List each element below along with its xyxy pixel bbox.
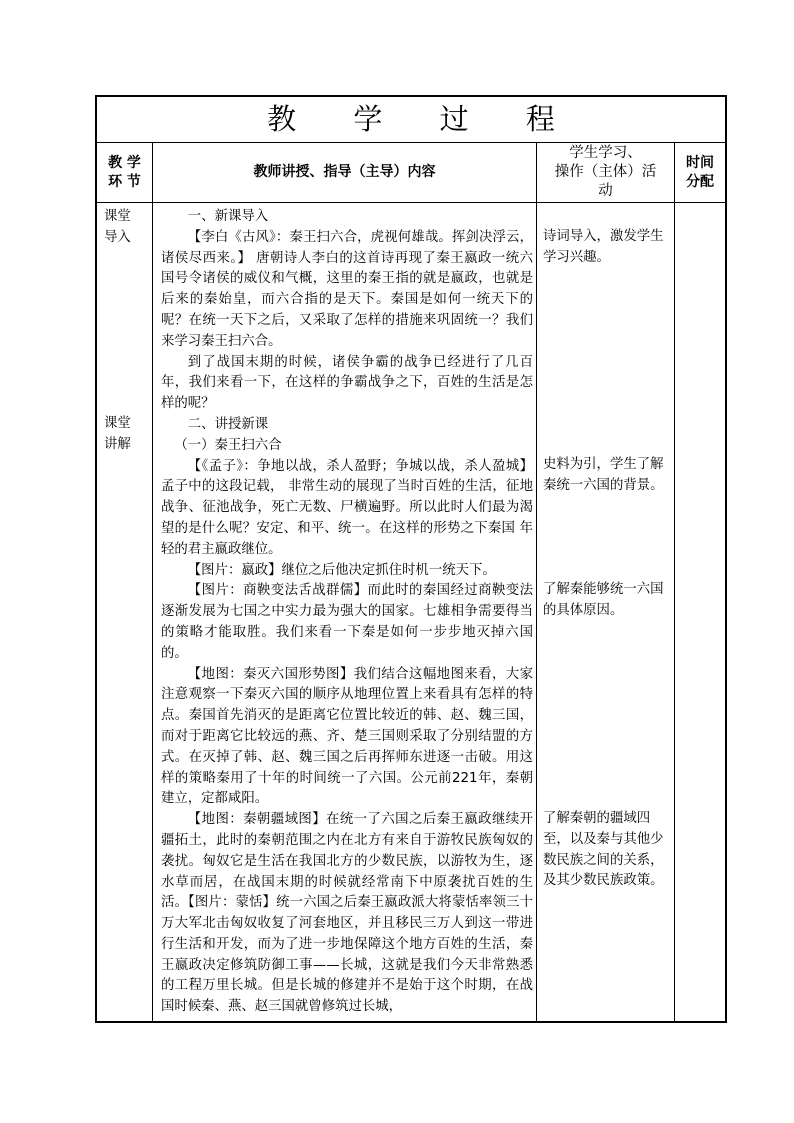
activity-note: 史料为引，学生了解秦统一六国的背景。 xyxy=(543,457,664,493)
stage-intro xyxy=(104,207,150,249)
header-time-line: 分配 xyxy=(686,173,714,190)
paragraph: 【地图：秦灭六国形势图】我们结合这幅地图来看，大家注意观察一下秦灭六国的顺序从地理位置上来看具有怎样的特点。秦国首先消灭的是距离它位置比较近的韩、赵、魏三国，而对于距离它比较远的燕、齐、楚三国则采取了分别结盟的方式。在灭掉了韩、赵、魏三国之后再挥师东进逐一击破。用这样的策略秦用了十年的时间统一了六国。公元前221年，秦朝建立，定都咸阳。 xyxy=(161,666,533,807)
header-time-line: 时间 xyxy=(686,154,714,171)
header-student-line: 学生学习、 xyxy=(569,145,642,161)
header-stage-line: 教 学 xyxy=(108,154,141,171)
stage-intro-line: 课堂 xyxy=(104,209,131,224)
section-heading: 二、讲授新课 xyxy=(187,416,269,432)
lesson-process-table xyxy=(95,95,727,1023)
paragraph: 【李白《古风》：秦王扫六合，虎视何雄哉。挥剑决浮云，诸侯尽西来。】 唐朝诗人李白的这首诗再现了秦王嬴政一统六国号令诸侯的威仪和气概，这里的秦王指的就是嬴政，也就是后来的秦始皇，而六合指的是天下。秦国是如何一统天下的呢？在统一天下之后，又采取了怎样的措施来巩固统一？我们来学习秦王扫六合。 xyxy=(161,229,533,349)
header-student-line: 操作（主体）活 xyxy=(554,164,657,180)
paragraph: 【图片：商鞅变法舌战群儒】而此时的秦国经过商鞅变法逐渐发展为七国之中实力最为强大的国家。七雄相争需要得当的策略才能取胜。我们来看一下秦是如何一步步地灭掉六国的。 xyxy=(161,583,533,661)
header-student-line: 动 xyxy=(598,183,613,199)
paragraph: 【《孟子》：争地以战，杀人盈野；争城以战，杀人盈城】孟子中的这段记载， 非常生动的展现了当时百姓的生活，征地战争、征池战争，死亡无数、尸横遍野。所以此时人们最为渴望的是什么呢？安定、和平、统一。在这样的形势之下秦国 年轻的君主嬴政继位。 xyxy=(161,458,533,557)
header-divider xyxy=(97,202,725,203)
paragraph: 到了战国末期的时候，诸侯争霸的战争已经进行了几百年，我们来看一下，在这样的争霸战争之下，百姓的生活是怎样的呢？ xyxy=(161,354,533,412)
stage-lecture-line: 课堂 xyxy=(104,416,131,431)
activity-note: 了解秦朝的疆域四至，以及秦与其他少数民族之间的关系，及其少数民族政策。 xyxy=(543,811,664,889)
activity-note: 诗词导入，激发学生学习兴趣。 xyxy=(543,229,664,265)
table-title: 教 学 过 程 xyxy=(267,102,579,136)
stage-intro-line: 导入 xyxy=(104,229,131,245)
teacher-content xyxy=(161,207,533,1018)
header-stage xyxy=(97,143,152,202)
stage-lecture-line: 讲解 xyxy=(104,436,131,452)
header-stage-line: 环 节 xyxy=(108,173,141,190)
activity-note: 了解秦能够统一六国的具体原因。 xyxy=(543,582,664,618)
column-divider xyxy=(152,142,153,1021)
header-student xyxy=(537,143,674,202)
section-heading: 一、新课导入 xyxy=(187,209,269,224)
column-divider xyxy=(674,142,675,1021)
paragraph: 【地图：秦朝疆域图】在统一了六国之后秦王嬴政继续开疆拓土，此时的秦朝范围之内在北方有来自于游牧民族匈奴的袭扰。匈奴它是生活在我国北方的少数民族，以游牧为生，逐水草而居，在战国末期的时候就经常南下中原袭扰百姓的生活。【图片：蒙恬】统一六国之后秦王嬴政派大将蒙恬率领三十万大军北击匈奴收复了河套地区，并且移民三万人到这一带进行生活和开发，而为了进一步地保障这个地方百姓的生活，秦王嬴政决定修筑防御工事——长城，这就是我们今天非常熟悉的工程万里长城。但是长城的修建并不是始于这个时期，在战国时候秦、燕、赵三国就曾修筑过长城， xyxy=(161,812,533,1015)
table-title-row xyxy=(97,97,725,143)
paragraph: 【图片：嬴政】继位之后他决定抓住时机一统天下。 xyxy=(187,562,496,578)
stage-lecture xyxy=(104,414,150,456)
header-time xyxy=(675,143,725,202)
column-divider xyxy=(536,142,537,1021)
header-teacher xyxy=(153,143,536,202)
subsection-heading: （一）秦王扫六合 xyxy=(174,437,282,453)
header-teacher-label: 教师讲授、指导（主导）内容 xyxy=(253,164,436,180)
